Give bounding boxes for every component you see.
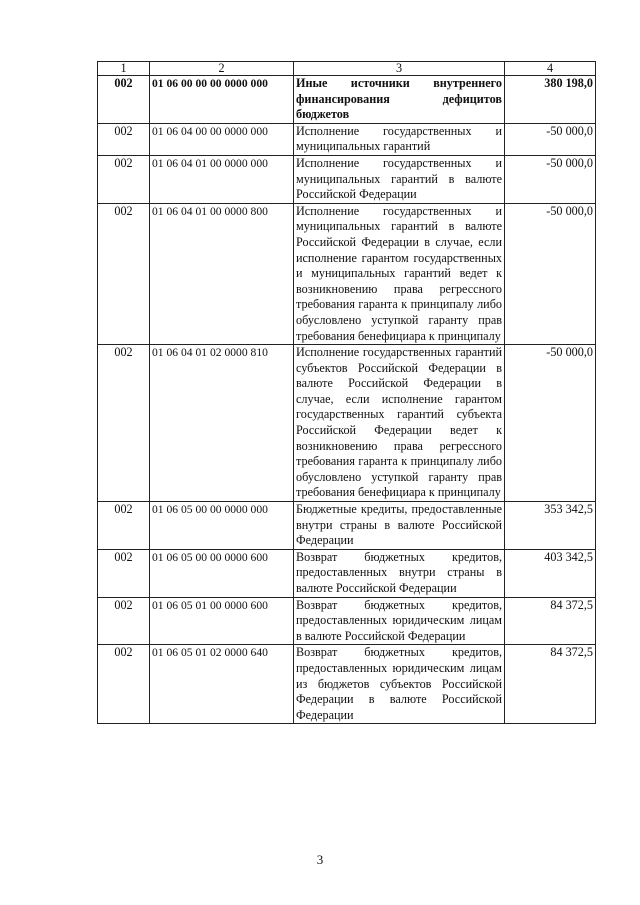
budget-classification-code-cell: 01 06 05 01 00 0000 600 (150, 597, 294, 645)
table-body (98, 76, 596, 724)
table-row (98, 597, 596, 645)
admin-code-cell: 002 (98, 597, 150, 645)
budget-classification-code-cell: 01 06 00 00 00 0000 000 (150, 76, 294, 124)
table-header-row (98, 62, 596, 76)
amount-cell: -50 000,0 (505, 345, 596, 502)
amount-cell: 380 198,0 (505, 76, 596, 124)
admin-code-cell: 002 (98, 345, 150, 502)
source-name-cell: Исполнение государственных гарантий субъектов Российской Федерации в валюте Российской Федерации в случае, если исполнение гарантом государственных гарантий субъекта Российской Федерации ведет к возникновению права регрессного требования гаранта к принципалу либо обусловлено уступкой гаранту прав требования бенефициара к принципалу (294, 345, 505, 502)
source-name-cell: Исполнение государственных и муниципальных гарантий (294, 123, 505, 155)
column-header-4: 4 (505, 62, 596, 76)
source-name-cell: Бюджетные кредиты, предоставленные внутри страны в валюте Российской Федерации (294, 502, 505, 550)
budget-classification-code-cell: 01 06 04 00 00 0000 000 (150, 123, 294, 155)
column-header-1: 1 (98, 62, 150, 76)
amount-cell: 403 342,5 (505, 549, 596, 597)
amount-cell: -50 000,0 (505, 155, 596, 203)
table-row (98, 549, 596, 597)
budget-classification-code-cell: 01 06 05 00 00 0000 000 (150, 502, 294, 550)
amount-cell: -50 000,0 (505, 203, 596, 344)
table-row (98, 502, 596, 550)
page-number: 3 (316, 852, 324, 867)
admin-code-cell: 002 (98, 123, 150, 155)
source-name-cell: Возврат бюджетных кредитов, предоставленных юридическим лицам в валюте Российской Федерации (294, 597, 505, 645)
budget-sources-table (97, 61, 596, 724)
admin-code-cell: 002 (98, 203, 150, 344)
source-name-cell: Возврат бюджетных кредитов, предоставленных юридическим лицам из бюджетов субъектов Российской Федерации в валюте Российской Федерации (294, 645, 505, 724)
source-name-cell: Иные источники внутреннего финансирования дефицитов бюджетов (294, 76, 505, 124)
column-header-3: 3 (294, 62, 505, 76)
table-row (98, 76, 596, 124)
budget-classification-code-cell: 01 06 04 01 00 0000 800 (150, 203, 294, 344)
source-name-cell: Исполнение государственных и муниципальных гарантий в валюте Российской Федерации в случае, если исполнение гарантом государственных и муниципальных гарантий ведет к возникновению права регрессного требования гаранта к принципалу либо обусловлено уступкой гаранту прав требования бенефициара к принципалу (294, 203, 505, 344)
source-name-cell: Исполнение государственных и муниципальных гарантий в валюте Российской Федерации (294, 155, 505, 203)
budget-classification-code-cell: 01 06 04 01 00 0000 000 (150, 155, 294, 203)
amount-cell: 84 372,5 (505, 597, 596, 645)
table-row (98, 345, 596, 502)
amount-cell: 84 372,5 (505, 645, 596, 724)
admin-code-cell: 002 (98, 76, 150, 124)
source-name-cell: Возврат бюджетных кредитов, предоставленных внутри страны в валюте Российской Федерации (294, 549, 505, 597)
budget-classification-code-cell: 01 06 05 01 02 0000 640 (150, 645, 294, 724)
admin-code-cell: 002 (98, 155, 150, 203)
amount-cell: -50 000,0 (505, 123, 596, 155)
admin-code-cell: 002 (98, 549, 150, 597)
table-row (98, 155, 596, 203)
table-row (98, 123, 596, 155)
table-row (98, 645, 596, 724)
admin-code-cell: 002 (98, 645, 150, 724)
budget-classification-code-cell: 01 06 04 01 02 0000 810 (150, 345, 294, 502)
amount-cell: 353 342,5 (505, 502, 596, 550)
column-header-2: 2 (150, 62, 294, 76)
table-row (98, 203, 596, 344)
budget-classification-code-cell: 01 06 05 00 00 0000 600 (150, 549, 294, 597)
admin-code-cell: 002 (98, 502, 150, 550)
